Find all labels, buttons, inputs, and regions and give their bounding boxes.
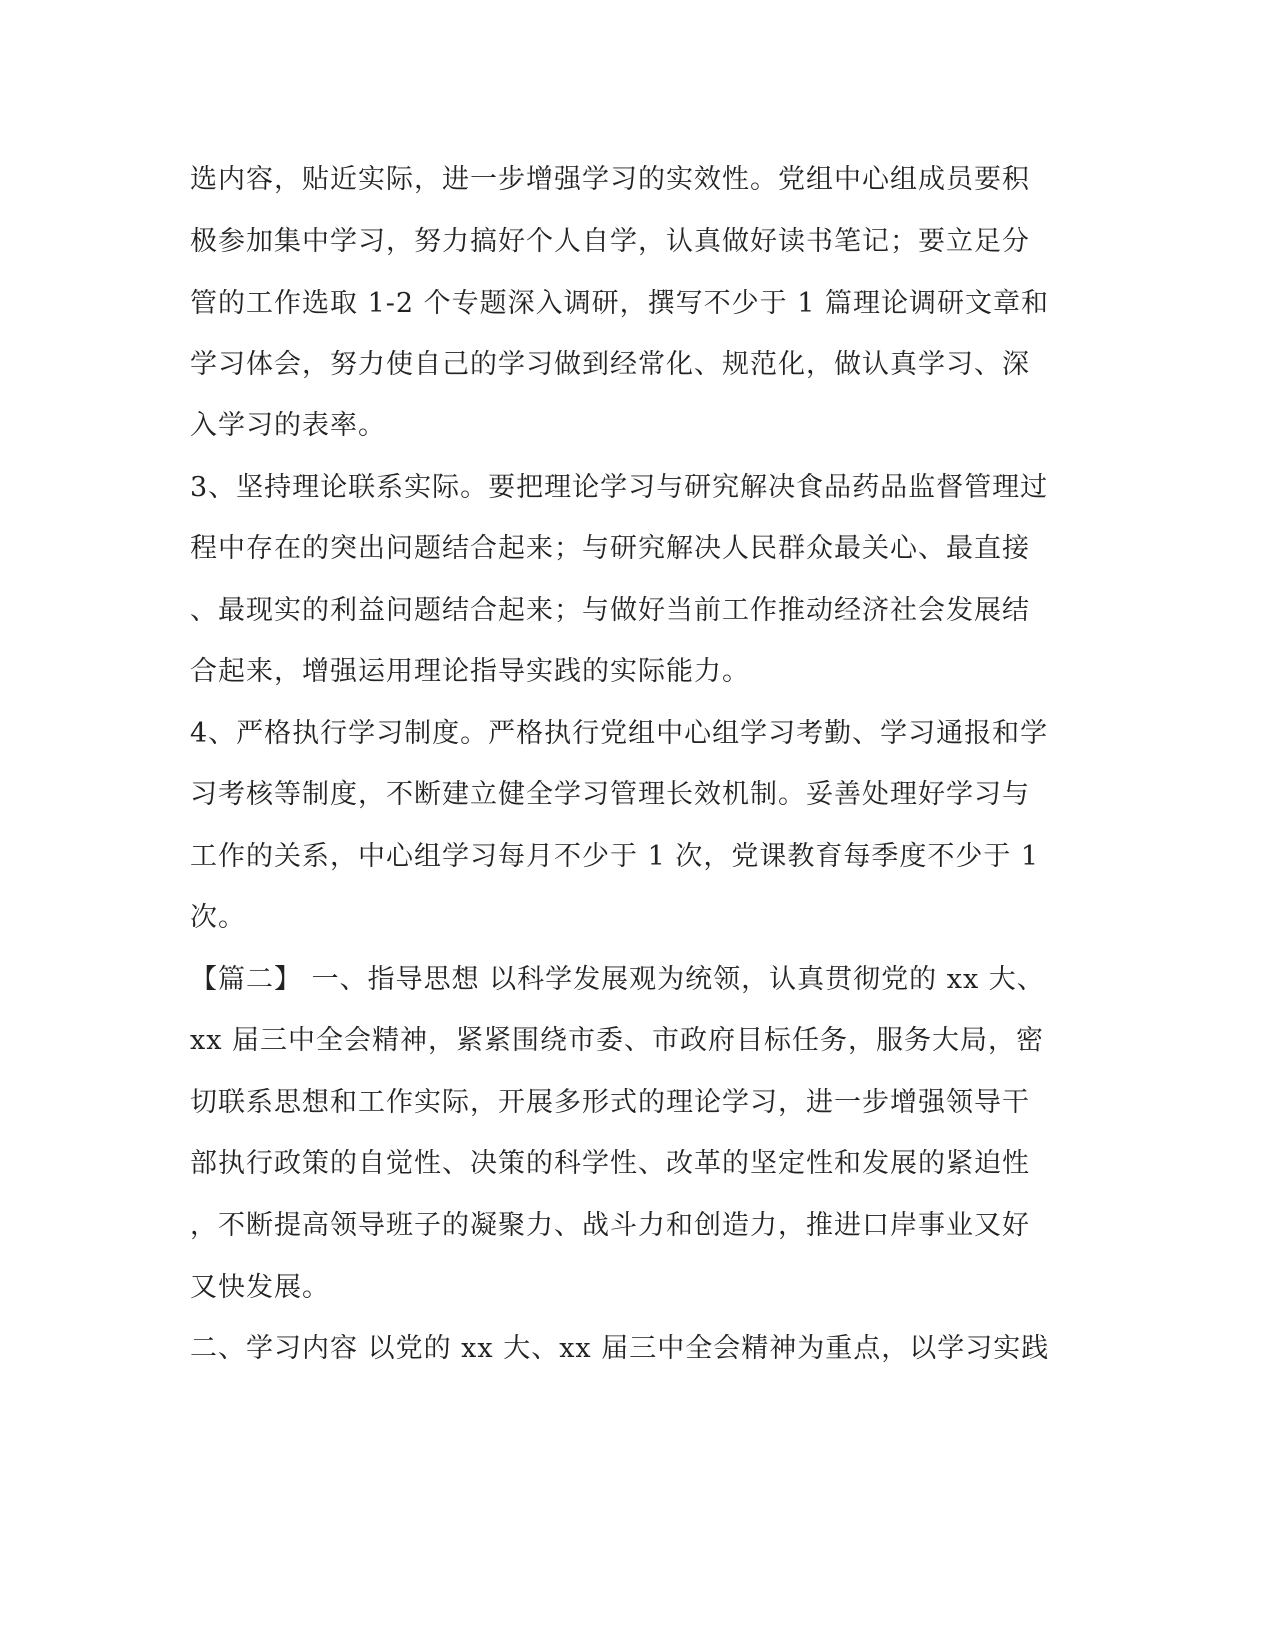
section-heading-line: 【篇二】 一、指导思想 以科学发展观为统领，认真贯彻党的 xx 大、 [190, 964, 1045, 995]
paragraph-4-first-line: 4、严格执行学习制度。严格执行党组中心组学习考勤、学习通报和学 [190, 718, 1049, 749]
section-two-first-line: 二、学习内容 以党的 xx 大、xx 届三中全会精神为重点，以学习实践 [190, 1333, 1050, 1364]
text-line: 程中存在的突出问题结合起来；与研究解决人民群众最关心、最直接 [190, 533, 1030, 564]
text-line: 合起来，增强运用理论指导实践的实际能力。 [190, 656, 750, 687]
text-line: 管的工作选取 1-2 个专题深入调研，撰写不少于 1 篇理论调研文章和 [190, 288, 1049, 319]
text-line: 部执行政策的自觉性、决策的科学性、改革的坚定性和发展的紧迫性 [190, 1148, 1030, 1179]
text-line: 又快发展。 [190, 1272, 330, 1303]
text-line: ，不断提高领导班子的凝聚力、战斗力和创造力，推进口岸事业又好 [190, 1210, 1030, 1241]
text-line: 工作的关系，中心组学习每月不少于 1 次，党课教育每季度不少于 1 [190, 841, 1040, 872]
text-line: 学习体会，努力使自己的学习做到经常化、规范化，做认真学习、深 [190, 349, 1030, 380]
text-line: xx 届三中全会精神，紧紧围绕市委、市政府目标任务，服务大局，密 [190, 1025, 1045, 1056]
text-line: 入学习的表率。 [190, 410, 386, 441]
text-line: 切联系思想和工作实际，开展多形式的理论学习，进一步增强领导干 [190, 1087, 1030, 1118]
text-line: 、最现实的利益问题结合起来；与做好当前工作推动经济社会发展结 [190, 595, 1030, 626]
text-line: 次。 [190, 902, 246, 933]
text-line: 选内容，贴近实际，进一步增强学习的实效性。党组中心组成员要积 [190, 164, 1030, 195]
text-line: 习考核等制度，不断建立健全学习管理长效机制。妥善处理好学习与 [190, 779, 1030, 810]
text-line: 极参加集中学习，努力搞好个人自学，认真做好读书笔记；要立足分 [190, 226, 1030, 257]
paragraph-3-first-line: 3、坚持理论联系实际。要把理论学习与研究解决食品药品监督管理过 [190, 472, 1049, 503]
